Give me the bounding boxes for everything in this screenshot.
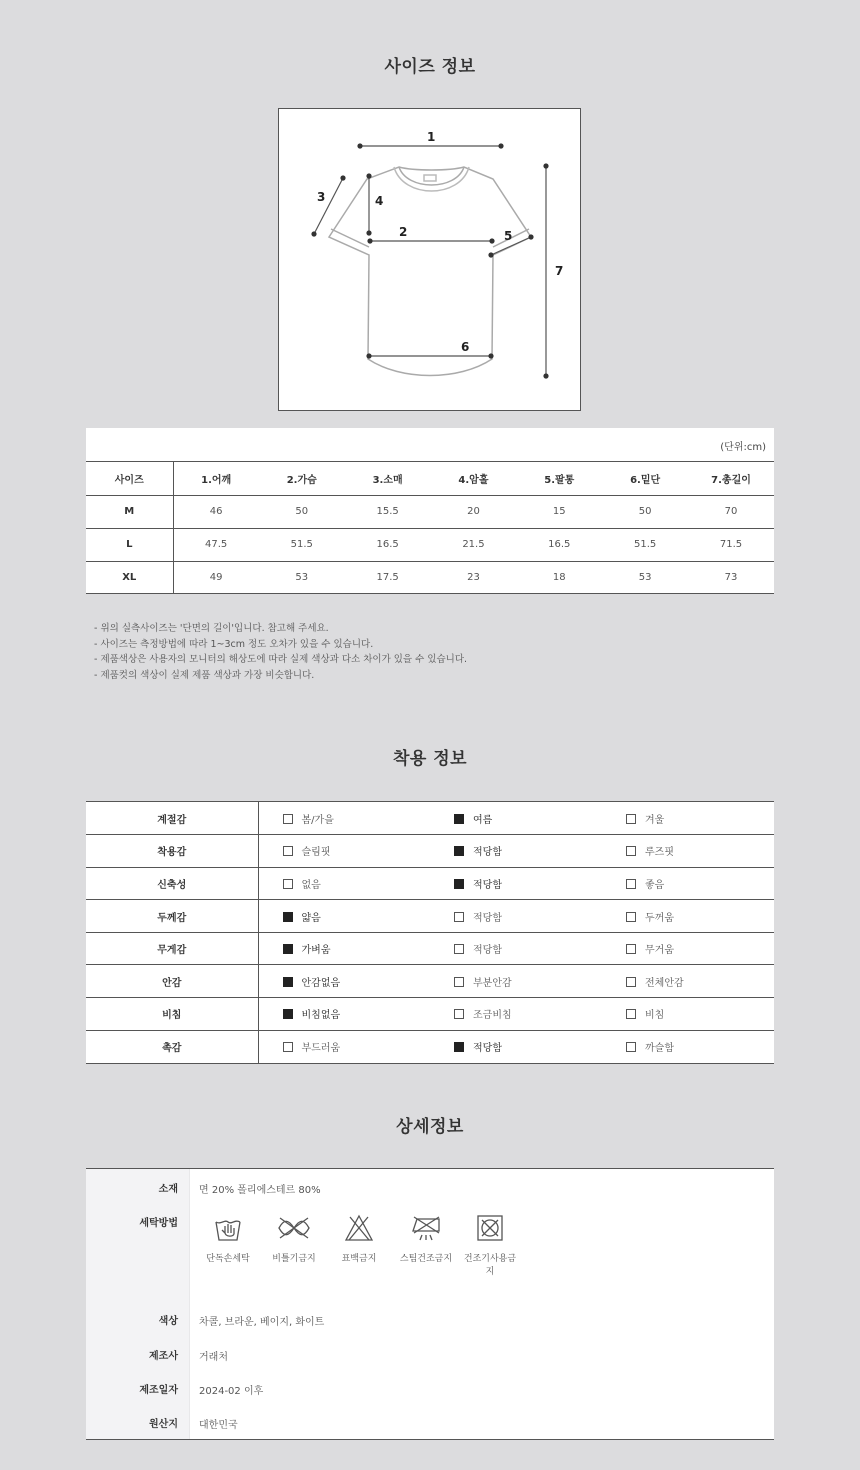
detail-section-title: 상세정보 bbox=[396, 1117, 464, 1137]
size-cell: 53 bbox=[295, 572, 309, 584]
wash-label: 스팀건조금지 bbox=[399, 1254, 453, 1264]
note-line: - 사이즈는 측정방법에 따라 1~3cm 정도 오차가 있을 수 있습니다. bbox=[94, 638, 374, 650]
no-bleach-icon bbox=[344, 1213, 374, 1243]
wash-item bbox=[460, 1213, 520, 1277]
detail-table bbox=[86, 1168, 774, 1440]
size-cell: XL bbox=[86, 561, 173, 594]
material-label: 소재 bbox=[158, 1184, 178, 1195]
table-row bbox=[86, 998, 774, 1031]
wear-row-label: 안감 bbox=[86, 965, 258, 998]
wear-option[interactable] bbox=[430, 1030, 602, 1063]
size-table bbox=[86, 462, 774, 594]
tshirt-size-diagram bbox=[278, 108, 581, 411]
no-wring-icon bbox=[276, 1213, 312, 1243]
wear-option-label: 적당함 bbox=[473, 912, 502, 924]
size-cell: 73 bbox=[724, 572, 738, 584]
detail-label-column bbox=[86, 1169, 190, 1439]
hand-wash-icon bbox=[213, 1213, 243, 1243]
checked-box-icon[interactable] bbox=[283, 944, 293, 954]
wash-label: 표백금지 bbox=[341, 1254, 377, 1264]
unchecked-box-icon[interactable] bbox=[454, 1009, 464, 1019]
unchecked-box-icon[interactable] bbox=[454, 912, 464, 922]
size-cell: 50 bbox=[602, 495, 688, 528]
wear-option[interactable] bbox=[602, 1030, 774, 1063]
unchecked-box-icon[interactable] bbox=[283, 879, 293, 889]
table-row bbox=[86, 528, 774, 561]
wear-option[interactable] bbox=[258, 998, 430, 1031]
unchecked-box-icon[interactable] bbox=[283, 814, 293, 824]
size-header-cell: 1.어깨 bbox=[173, 462, 259, 495]
date-value: 2024-02 이후 bbox=[199, 1386, 264, 1397]
date-label: 제조일자 bbox=[139, 1385, 178, 1396]
size-header-cell: 2.가슴 bbox=[259, 462, 345, 495]
size-cell: 47.5 bbox=[173, 528, 259, 561]
unchecked-box-icon[interactable] bbox=[283, 1042, 293, 1052]
wear-section-title: 착용 정보 bbox=[392, 749, 468, 769]
wear-row-label: 착용감 bbox=[86, 835, 258, 868]
wear-option[interactable] bbox=[430, 998, 602, 1031]
wear-option[interactable] bbox=[430, 900, 602, 933]
table-row bbox=[86, 802, 774, 835]
wear-option[interactable] bbox=[258, 965, 430, 998]
wear-option-label: 겨울 bbox=[645, 814, 665, 826]
measure-label-4: 4 bbox=[375, 194, 384, 208]
table-row bbox=[86, 900, 774, 933]
wear-option[interactable] bbox=[602, 998, 774, 1031]
wear-option-label: 얇음 bbox=[301, 912, 321, 924]
wear-row-label: 무게감 bbox=[86, 932, 258, 965]
size-header-cell: 5.팔통 bbox=[516, 462, 602, 495]
size-cell: 50 bbox=[259, 495, 345, 528]
unchecked-box-icon[interactable] bbox=[626, 1009, 636, 1019]
color-value: 차콜, 브라운, 베이지, 화이트 bbox=[199, 1317, 325, 1328]
unchecked-box-icon[interactable] bbox=[626, 977, 636, 987]
unchecked-box-icon[interactable] bbox=[454, 977, 464, 987]
note-line: - 제품색상은 사용자의 모니터의 해상도에 따라 실제 색상과 다소 차이가 있을 수 있습니다. bbox=[94, 654, 468, 665]
unchecked-box-icon[interactable] bbox=[626, 1042, 636, 1052]
checked-box-icon[interactable] bbox=[283, 912, 293, 922]
wear-option[interactable] bbox=[602, 867, 774, 900]
size-header-cell: 7.총길이 bbox=[688, 462, 774, 495]
measure-label-2: 2 bbox=[399, 225, 408, 239]
size-table-container bbox=[86, 428, 774, 594]
wash-label: 건조기사용금지 bbox=[463, 1254, 517, 1277]
wash-label: 단독손세탁 bbox=[206, 1254, 250, 1264]
table-row bbox=[86, 932, 774, 965]
wear-option-label: 전체안감 bbox=[645, 977, 684, 989]
color-label: 색상 bbox=[158, 1316, 178, 1327]
wash-label: 비틀기금지 bbox=[272, 1254, 316, 1264]
size-cell: 20 bbox=[431, 495, 517, 528]
size-section-title: 사이즈 정보 bbox=[384, 57, 476, 77]
measure-label-5: 5 bbox=[504, 229, 513, 243]
no-tumble-dry-icon bbox=[475, 1213, 505, 1243]
size-cell: 53 bbox=[638, 572, 652, 584]
wear-table bbox=[86, 802, 774, 1063]
wear-option-label: 무거움 bbox=[645, 945, 674, 957]
size-notes bbox=[94, 621, 467, 683]
checked-box-icon[interactable] bbox=[454, 879, 464, 889]
size-cell: M bbox=[86, 495, 173, 528]
washing-label: 세탁방법 bbox=[139, 1218, 178, 1229]
unchecked-box-icon[interactable] bbox=[626, 944, 636, 954]
size-cell: 49 bbox=[209, 572, 223, 584]
origin-label: 원산지 bbox=[149, 1419, 178, 1430]
wear-option-label: 좋음 bbox=[645, 879, 665, 891]
wear-option[interactable] bbox=[258, 802, 430, 835]
size-cell: 71.5 bbox=[688, 528, 774, 561]
wear-option[interactable] bbox=[430, 965, 602, 998]
size-header-cell: 사이즈 bbox=[86, 462, 173, 495]
note-line: - 위의 실측사이즈는 '단면의 길이'입니다. 참고해 주세요. bbox=[94, 623, 329, 634]
unchecked-box-icon[interactable] bbox=[626, 814, 636, 824]
no-steam-dry-icon bbox=[409, 1213, 443, 1243]
table-row bbox=[86, 1030, 774, 1063]
size-cell: 16.5 bbox=[345, 528, 431, 561]
wear-option-label: 없음 bbox=[301, 879, 321, 891]
wear-option-label: 비침 bbox=[645, 1010, 665, 1022]
wear-option[interactable] bbox=[258, 867, 430, 900]
checked-box-icon[interactable] bbox=[283, 1009, 293, 1019]
tshirt-diagram-icon bbox=[279, 109, 580, 410]
wear-option-label: 적당함 bbox=[473, 1043, 502, 1055]
size-cell: 23 bbox=[467, 572, 480, 584]
size-cell: 15 bbox=[516, 495, 602, 528]
table-row bbox=[86, 561, 774, 594]
wash-item bbox=[329, 1213, 389, 1264]
size-cell: 18 bbox=[552, 572, 566, 584]
wear-option[interactable] bbox=[258, 900, 430, 933]
wear-table-container bbox=[86, 801, 774, 1064]
wear-row-label: 두께감 bbox=[86, 900, 258, 933]
unchecked-box-icon[interactable] bbox=[626, 879, 636, 889]
wear-option-label: 조금비침 bbox=[473, 1010, 512, 1022]
table-row bbox=[86, 965, 774, 998]
wash-item bbox=[198, 1213, 258, 1264]
unchecked-box-icon[interactable] bbox=[626, 912, 636, 922]
size-cell: 21.5 bbox=[431, 528, 517, 561]
wash-item bbox=[396, 1213, 456, 1264]
wear-option[interactable] bbox=[602, 835, 774, 868]
checked-box-icon[interactable] bbox=[454, 1042, 464, 1052]
size-header-cell: 4.암홀 bbox=[431, 462, 517, 495]
wear-option-label: 적당함 bbox=[473, 847, 502, 859]
table-row bbox=[86, 835, 774, 868]
size-cell: 46 bbox=[173, 495, 259, 528]
table-row bbox=[86, 867, 774, 900]
wear-option-label: 슬림핏 bbox=[301, 847, 331, 859]
wear-option-label: 부드러움 bbox=[301, 1043, 341, 1055]
wear-option-label: 적당함 bbox=[473, 879, 502, 891]
wear-row-label: 계절감 bbox=[86, 802, 258, 835]
wear-option[interactable] bbox=[602, 900, 774, 933]
wear-option[interactable] bbox=[602, 965, 774, 998]
wear-option-label: 가벼움 bbox=[301, 945, 331, 957]
unchecked-box-icon[interactable] bbox=[283, 846, 293, 856]
size-cell: 17.5 bbox=[376, 572, 399, 584]
unchecked-box-icon[interactable] bbox=[626, 846, 636, 856]
table-row bbox=[86, 495, 774, 528]
measure-label-7: 7 bbox=[555, 264, 564, 278]
measure-label-6: 6 bbox=[461, 340, 470, 354]
wear-row-label: 촉감 bbox=[86, 1030, 258, 1063]
wear-row-label: 비침 bbox=[86, 998, 258, 1031]
wear-option-label: 두꺼움 bbox=[645, 912, 674, 924]
size-cell: 16.5 bbox=[516, 528, 602, 561]
wear-option-label: 부분안감 bbox=[473, 977, 512, 989]
maker-label: 제조사 bbox=[149, 1351, 178, 1362]
note-line: - 제품컷의 색상이 실제 제품 색상과 가장 비슷합니다. bbox=[94, 669, 315, 681]
checked-box-icon[interactable] bbox=[454, 846, 464, 856]
size-cell: 70 bbox=[688, 495, 774, 528]
wear-option[interactable] bbox=[258, 835, 430, 868]
measure-label-1: 1 bbox=[427, 130, 436, 144]
size-cell: 51.5 bbox=[602, 528, 688, 561]
wear-row-label: 신축성 bbox=[86, 867, 258, 900]
wear-option[interactable] bbox=[258, 1030, 430, 1063]
unit-label: (단위:cm) bbox=[86, 428, 774, 462]
material-value: 면 20% 폴리에스테르 80% bbox=[199, 1185, 321, 1196]
size-header-cell: 6.밑단 bbox=[602, 462, 688, 495]
size-cell: L bbox=[86, 528, 173, 561]
wear-option-label: 적당함 bbox=[473, 945, 502, 957]
measure-label-3: 3 bbox=[317, 190, 326, 204]
unchecked-box-icon[interactable] bbox=[454, 944, 464, 954]
size-cell: 51.5 bbox=[259, 528, 345, 561]
wear-option[interactable] bbox=[430, 867, 602, 900]
wear-option-label: 여름 bbox=[473, 814, 493, 826]
wear-option[interactable] bbox=[430, 932, 602, 965]
size-table-header-row bbox=[86, 462, 774, 495]
maker-value: 거래처 bbox=[199, 1352, 228, 1363]
wear-option-label: 비침없음 bbox=[301, 1010, 341, 1022]
wear-option[interactable] bbox=[430, 835, 602, 868]
size-header-cell: 3.소매 bbox=[345, 462, 431, 495]
wear-option[interactable] bbox=[430, 802, 602, 835]
size-cell: 15.5 bbox=[345, 495, 431, 528]
origin-value: 대한민국 bbox=[199, 1420, 238, 1431]
wear-option-label: 안감없음 bbox=[301, 977, 341, 989]
wear-option-label: 까슬함 bbox=[645, 1043, 674, 1055]
wear-option[interactable] bbox=[258, 932, 430, 965]
wear-option[interactable] bbox=[602, 802, 774, 835]
checked-box-icon[interactable] bbox=[283, 977, 293, 987]
wear-option-label: 루즈핏 bbox=[645, 847, 674, 859]
wear-option-label: 봄/가을 bbox=[301, 814, 334, 826]
checked-box-icon[interactable] bbox=[454, 814, 464, 824]
wash-item bbox=[264, 1213, 324, 1264]
wear-option[interactable] bbox=[602, 932, 774, 965]
